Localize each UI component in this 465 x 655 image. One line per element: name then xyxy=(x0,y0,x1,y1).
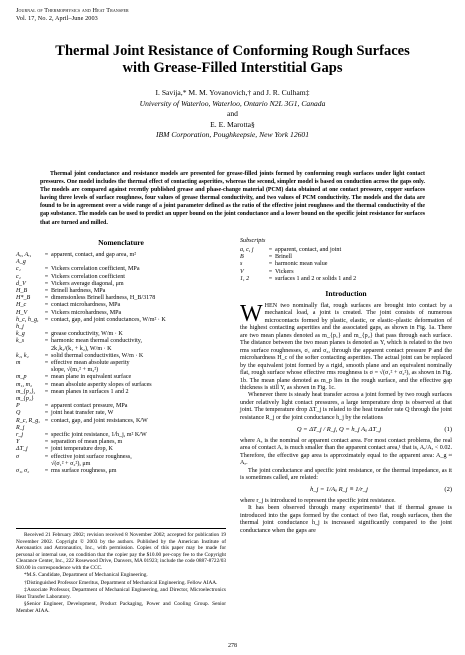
subscript-equals: = xyxy=(268,254,273,261)
subscript-equals: = xyxy=(268,268,273,275)
paper-title: Thermal Joint Resistance of Conforming Rough Surfaces with Grease-Filled Interstitial Gaps xyxy=(55,43,410,76)
nomenclature-row xyxy=(16,331,226,338)
nomenclature-definition: separation of mean planes, m xyxy=(51,439,123,446)
authors-primary: I. Savija,* M. M. Yovanovich,† and J. R. Culham‡ xyxy=(155,88,310,97)
nomenclature-symbol: Y xyxy=(16,439,20,446)
subscript-definition: Brinell xyxy=(275,254,292,261)
nomenclature-symbol: m_{p₁}, m_{p₂} xyxy=(16,388,36,403)
nomenclature-definition: effective joint surface roughness, xyxy=(51,453,132,460)
nomenclature-title: Nomenclature xyxy=(98,238,144,247)
subscript-symbol: s xyxy=(240,261,243,268)
nomenclature-row xyxy=(16,274,226,281)
nomenclature-definition: Vickers microhardness, MPa xyxy=(51,309,122,316)
intro-paragraph-1: WHEN two nominally flat, rough surfaces are brought into contact by a mechanical load, a joint is created. The joint consists of numerous microcontacts formed by plastic, elastic, or elastic–plastic deformation of the highest contacting asperities and the associated gaps, as shown in Fig. 1a. There are two mean planes denoted as m_{p₁} and m_{p₂} that pass through each surface. The distance between the two mean planes is denoted as Y, which is related to the two rms surface roughnesses, σ₁ and σ₂, through the apparent contact pressure P and the microhardness H_c of the softer contacting asperities. The actual joint can be replaced by the equivalent joint formed by a rigid, smooth plane and an equivalent nominally flat, rough surface whose effective rms roughness is σ = √(σ₁² + σ₂²), as shown in Fig. 1b. The mean plane denoted as m_p lies in the rough surface, and the effective gap thickness is still Y, as shown in Fig. 1c. xyxy=(240,301,452,391)
nomenclature-row xyxy=(16,418,226,432)
nomenclature-row xyxy=(16,266,226,273)
nomenclature-definition: joint heat transfer rate, W xyxy=(51,410,114,417)
nomenclature-equals: = xyxy=(44,468,49,475)
introduction-title: Introduction xyxy=(325,289,367,299)
nomenclature-equals: = xyxy=(44,374,49,381)
nomenclature-symbol: P xyxy=(16,403,20,410)
nomenclature-equals: = xyxy=(44,360,49,367)
nomenclature-definition: mean plane in equivalent surface xyxy=(51,374,132,381)
nomenclature-definition: √(σ₁² + σ₂²), μm xyxy=(51,460,91,467)
nomenclature-symbol: d_V xyxy=(16,280,26,287)
nomenclature-symbol: H*_B xyxy=(16,295,31,302)
nomenclature-symbol: r_j xyxy=(16,432,24,439)
author-block xyxy=(40,88,425,141)
nomenclature-symbol: m xyxy=(16,360,21,367)
subscript-definition: apparent, contact, and joint xyxy=(275,247,342,253)
subscript-definition: harmonic mean value xyxy=(275,261,328,268)
nomenclature-equals: = xyxy=(44,266,49,273)
nomenclature-row xyxy=(16,252,226,266)
subscript-row xyxy=(240,276,452,283)
affiliation-primary: University of Waterloo, Waterloo, Ontario N2L 3G1, Canada xyxy=(139,98,326,108)
nomenclature-equals: = xyxy=(44,417,49,424)
nomenclature-definition: Vickers correlation coefficient, MPa xyxy=(51,266,140,273)
nomenclature-row xyxy=(16,389,226,403)
nomenclature-symbol xyxy=(16,367,42,374)
journal-volume: Vol. 17, No. 2, April–June 2003 xyxy=(16,15,98,22)
nomenclature-equals: = xyxy=(44,252,49,258)
nomenclature-equals xyxy=(42,346,51,353)
nomenclature-row xyxy=(16,288,226,295)
nomenclature-row xyxy=(16,338,226,345)
footnote: §Senior Engineer, Development, Product Packaging, Power and Cooling Group. Senior Member AIAA. xyxy=(16,601,226,614)
nomenclature-equals: = xyxy=(44,273,49,280)
nomenclature-definition: mean absolute asperity slopes of surfaces xyxy=(51,381,152,388)
nomenclature-symbol: k₁, k₂ xyxy=(16,352,29,359)
footnote: Received 21 February 2002; revision received 8 November 2002; accepted for publication 19 November 2002. Copyright © 2003 by the authors. Published by the American Institute of Aeronautics and Astronautics, Inc., with permission. Copies of this paper may be made for personal or internal use, on condition that the copier pay the $10.00 per-copy fee to the Copyright Clearance Center, Inc., 222 Rosewood Drive, Danvers, MA 01923; include the code 0887-8722/03 $10.00 in correspondence with the CCC. xyxy=(16,532,226,571)
footnote: *M.S. Candidate, Department of Mechanical Engineering. xyxy=(24,572,148,578)
nomenclature-row xyxy=(16,374,226,381)
nomenclature-equals: = xyxy=(44,288,49,295)
drop-cap: W xyxy=(240,301,263,328)
nomenclature-definition: effective mean absolute asperity xyxy=(51,360,130,367)
nomenclature-definition: mean planes in surfaces 1 and 2 xyxy=(51,388,129,395)
intro-paragraph-2: Whenever there is steady heat transfer across a joint formed by two rough surfaces under relatively light contact pressures, a large temperature drop is observed at that joint. The temperature drop ΔT_j is related to the heat transfer rate Q through the joint resistance R_j or the joint conductance h_j by the relations xyxy=(240,392,452,421)
subscript-equals: = xyxy=(268,275,273,282)
subscript-row xyxy=(240,269,452,276)
nomenclature-row xyxy=(16,454,226,461)
nomenclature-symbol: Aₐ, Aᵣ, A_g xyxy=(16,252,32,266)
subscripts-title: Subscripts xyxy=(240,238,266,244)
subscript-equals: = xyxy=(268,247,273,253)
nomenclature-symbol: σ₁, σ₂ xyxy=(16,468,30,475)
nomenclature-row xyxy=(16,382,226,389)
nomenclature-row xyxy=(16,295,226,302)
nomenclature-definition: Brinell hardness, MPa xyxy=(51,288,106,295)
nomenclature-symbol xyxy=(16,346,42,353)
authors-and: and xyxy=(227,109,238,118)
nomenclature-symbol: k_s xyxy=(16,338,25,345)
nomenclature-definition: contact, gap, and joint resistances, K/W xyxy=(51,417,148,424)
nomenclature-row xyxy=(16,360,226,367)
left-column xyxy=(16,238,226,475)
subscript-row xyxy=(240,254,452,261)
nomenclature-definition: grease conductivity, W/m · K xyxy=(51,331,123,338)
nomenclature-symbol: m_p xyxy=(16,374,27,381)
subscript-symbol: 1, 2 xyxy=(240,275,250,282)
nomenclature-equals: = xyxy=(44,439,49,446)
nomenclature-symbol: H_V xyxy=(16,309,28,316)
nomenclature-definition: joint temperature drop, K xyxy=(51,446,113,453)
nomenclature-row xyxy=(16,461,226,468)
nomenclature-definition: Vickers average diagonal, μm xyxy=(51,280,124,287)
nomenclature-definition: rms surface roughness, μm xyxy=(51,468,117,475)
nomenclature-row xyxy=(16,353,226,360)
subscript-row xyxy=(240,247,452,254)
subscript-definition: Vickers xyxy=(275,268,294,275)
nomenclature-definition: 2k₁k₂/(k₁ + k₂), W/m · K xyxy=(51,345,112,352)
subscripts-list xyxy=(240,247,452,283)
nomenclature-equals xyxy=(42,367,51,374)
equation-2: h_j = 1/Aₐ R_j ≡ 1/r_j (2) xyxy=(310,486,452,494)
journal-header xyxy=(16,7,129,23)
nomenclature-list xyxy=(16,252,226,475)
nomenclature-definition: apparent contact pressure, MPa xyxy=(51,403,128,410)
nomenclature-definition: solid thermal conductivities, W/m · K xyxy=(51,352,144,359)
page-number: 278 xyxy=(228,643,237,649)
nomenclature-symbol: h_c, h_g, h_j xyxy=(16,316,39,331)
nomenclature-equals: = xyxy=(44,432,49,439)
intro-paragraph-6: It has been observed through many experiments¹ that if thermal grease is introduced into the gaps formed by the contact of two flat, rough surfaces, then the thermal joint conductance h_j is increased significantly compared to the joint conductance when the gaps are xyxy=(240,505,452,534)
nomenclature-equals: = xyxy=(44,453,49,460)
nomenclature-definition: apparent, contact, and gap area, m² xyxy=(51,252,137,258)
intro-paragraph-4: The joint conductance and specific joint resistance, or the thermal impedance, as it is sometimes called, are related: xyxy=(240,467,452,481)
footnote: ‡Associate Professor, Department of Mechanical Engineering, and Director, Microelectronics Heat Transfer Laboratory. xyxy=(16,587,226,600)
nomenclature-definition: Vickers correlation coefficient xyxy=(51,273,125,280)
subscript-symbol: V xyxy=(240,268,244,275)
subscript-symbol: a, c, j xyxy=(240,247,254,253)
affiliation-secondary: IBM Corporation, Poughkeepsie, New York 12601 xyxy=(155,130,310,139)
nomenclature-row xyxy=(16,468,226,475)
nomenclature-equals: = xyxy=(44,331,49,338)
nomenclature-equals: = xyxy=(44,381,49,388)
equation-1: Q = ΔT_j / R_j, Q = h_j Aₐ ΔT_j (1) xyxy=(296,426,452,434)
nomenclature-definition: dimensionless Brinell hardness, H_B/3178 xyxy=(51,295,156,302)
nomenclature-symbol xyxy=(16,461,42,468)
introduction-body xyxy=(240,303,452,535)
footnote: †Distinguished Professor Emeritus, Department of Mechanical Engineering. Fellow AIAA. xyxy=(24,579,218,586)
nomenclature-equals: = xyxy=(44,302,49,309)
nomenclature-equals: = xyxy=(44,295,49,302)
nomenclature-row xyxy=(16,310,226,317)
intro-paragraph-3: where Aₐ is the nominal or apparent contact area. For most contact problems, the real area of contact Aᵣ is much smaller than the apparent contact area,¹ that is, Aᵣ/Aₐ < 0.02. Therefore, the effective gap area is approximately equal to the apparent area: A_g ≈ Aₐ. xyxy=(240,437,452,467)
authors-secondary: E. E. Marotta§ xyxy=(210,119,255,129)
nomenclature-equals: = xyxy=(44,280,49,287)
nomenclature-equals: = xyxy=(44,403,49,410)
nomenclature-symbol: σ xyxy=(16,453,20,460)
nomenclature-definition: contact microhardness, MPa xyxy=(51,302,121,309)
nomenclature-symbol: H_c xyxy=(16,302,27,309)
nomenclature-symbol: ΔT_j xyxy=(16,446,28,453)
nomenclature-equals: = xyxy=(44,309,49,316)
subscript-definition: surfaces 1 and 2 or solids 1 and 2 xyxy=(275,275,357,282)
nomenclature-equals: = xyxy=(44,388,49,395)
nomenclature-row xyxy=(16,317,226,331)
intro-paragraph-5: where r_j is introduced to represent the specific joint resistance. xyxy=(240,497,396,504)
nomenclature-equals: = xyxy=(44,352,49,359)
nomenclature-definition: slope, √(m₁² + m₂²) xyxy=(51,367,99,374)
nomenclature-definition: harmonic mean thermal conductivity, xyxy=(51,338,142,345)
subscript-equals: = xyxy=(268,261,273,268)
journal-name: Journal of Thermophysics and Heat Transfer xyxy=(16,7,129,14)
nomenclature-row xyxy=(16,281,226,288)
abstract: Thermal joint conductance and resistance models are presented for grease-filled joints formed by conforming rough surfaces under light contact pressures. One model includes the thermal effect of contacting asperities, whereas the second, simpler model is based on conduction across the gaps only. The models are compared against recently published grease and phase-change material (PCM) data obtained at one contact pressure, copper surfaces having three levels of surface roughness, four values of grease thermal conductivity, and two values of PCM conductivity. The models and the data are found to be in agreement over a wide range of a joint parameter defined as the ratio of the effective joint roughness and the thermal conductivity of the gap substance. The models can be used to predict an upper bound on the joint conductance and a lower bound on the specific joint resistance for surfaces that are turned and milled. xyxy=(40,171,425,226)
nomenclature-symbol: c₂ xyxy=(16,273,21,280)
nomenclature-equals xyxy=(42,461,51,468)
nomenclature-equals: = xyxy=(44,410,49,417)
subscript-row xyxy=(240,261,452,268)
nomenclature-symbol: c₁ xyxy=(16,266,21,273)
nomenclature-equals: = xyxy=(44,316,49,323)
nomenclature-row xyxy=(16,439,226,446)
nomenclature-symbol: k_g xyxy=(16,331,25,338)
nomenclature-symbol: H_B xyxy=(16,288,28,295)
nomenclature-row xyxy=(16,410,226,417)
right-column xyxy=(240,238,452,535)
nomenclature-symbol: Q xyxy=(16,410,21,417)
nomenclature-row xyxy=(16,346,226,353)
nomenclature-definition: specific joint resistance, 1/h_j, m² K/W xyxy=(51,432,147,439)
nomenclature-row xyxy=(16,403,226,410)
subscript-symbol: B xyxy=(240,254,244,261)
footnotes xyxy=(16,528,226,615)
nomenclature-equals: = xyxy=(44,338,49,345)
nomenclature-symbol: m₁, m₂ xyxy=(16,381,33,388)
nomenclature-definition: contact, gap, and joint conductances, W/m² · K xyxy=(51,316,166,323)
nomenclature-row xyxy=(16,302,226,309)
nomenclature-symbol: R_c, R_g, R_j xyxy=(16,417,40,431)
nomenclature-row xyxy=(16,446,226,453)
nomenclature-equals: = xyxy=(44,446,49,453)
